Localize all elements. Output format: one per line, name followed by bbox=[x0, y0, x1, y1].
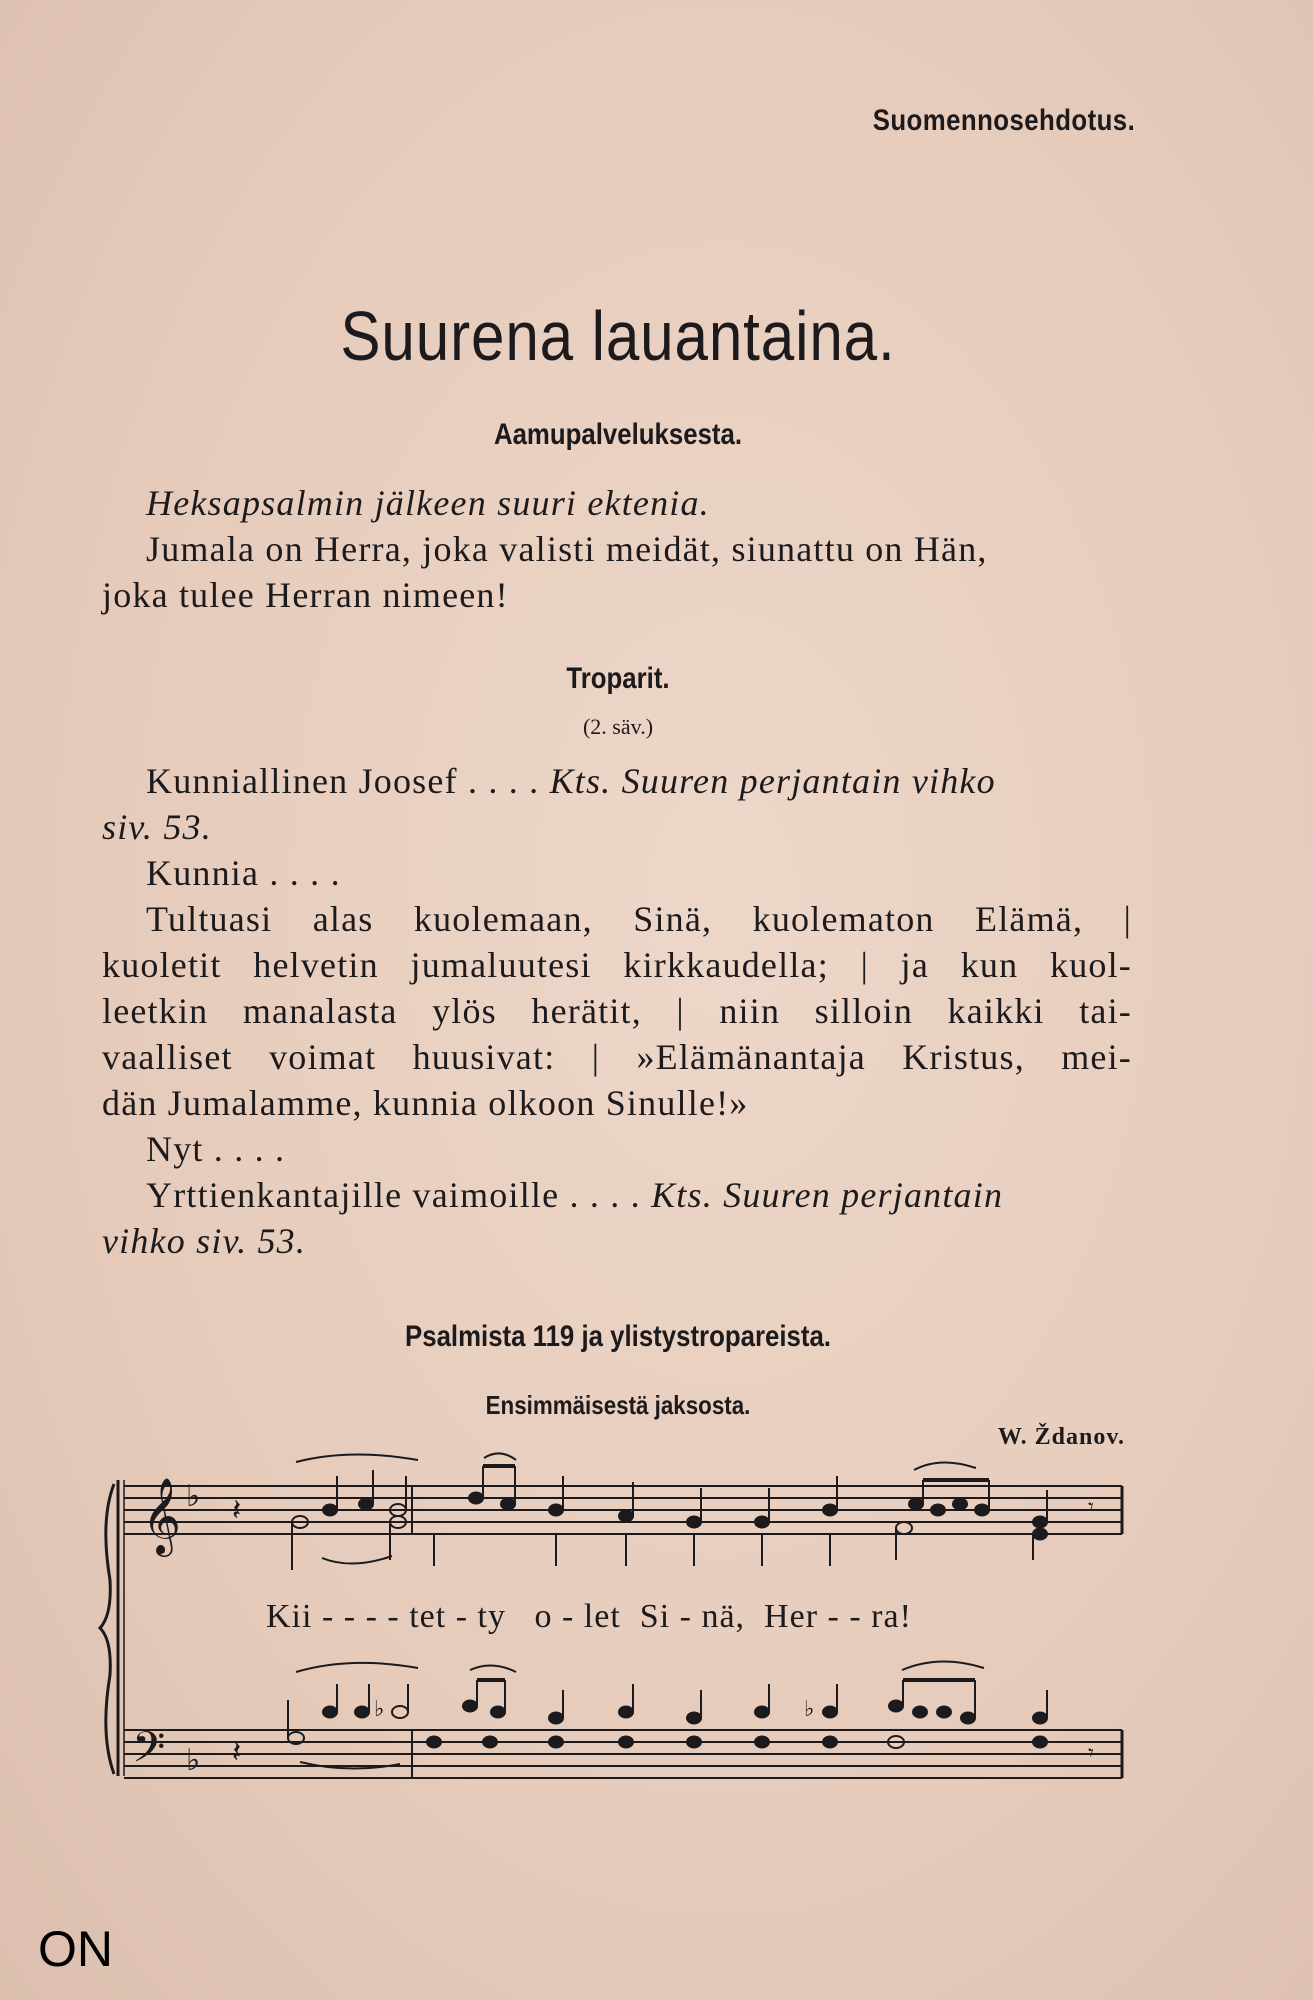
page-title: Suurena lauantaina. bbox=[340, 297, 896, 375]
text-span: Kts. Suuren perjantain bbox=[651, 1175, 1004, 1215]
slur bbox=[296, 1663, 418, 1672]
troparion-line: kuoletit helvetin jumaluutesi kirkkaudella; | ja kun kuol- bbox=[102, 945, 1132, 985]
slur bbox=[322, 1556, 392, 1564]
system-brace bbox=[100, 1484, 114, 1774]
troparion-line: leetkin manalasta ylös herätit, | niin silloin kaikki tai- bbox=[102, 991, 1132, 1031]
treble-clef: 𝄞 bbox=[142, 1477, 182, 1554]
score-lyrics: Kii - - - - tet - ty o - let Si - nä, Her - - ra! bbox=[266, 1598, 912, 1635]
troparion-line: Tultuasi alas kuolemaan, Sinä, kuolematon Elämä, | bbox=[146, 899, 1132, 939]
slur bbox=[484, 1453, 516, 1460]
rubric-text: Heksapsalmin jälkeen suuri ektenia. bbox=[146, 483, 710, 523]
bass-notes bbox=[288, 1680, 1047, 1748]
nyt-line: Nyt . . . . bbox=[146, 1129, 286, 1169]
slur bbox=[914, 1462, 976, 1470]
text-span: Yrttienkantajille vaimoille . . . . bbox=[146, 1175, 641, 1215]
tone-label: (2. säv.) bbox=[582, 714, 654, 739]
section-subheading: Ensimmäisestä jaksosta. bbox=[485, 1390, 751, 1420]
section-heading-aamupalvelus: Aamupalveluksesta. bbox=[493, 418, 743, 451]
flat-key-signature: ♭ bbox=[186, 1743, 201, 1778]
page-header-label: Suomennosehdotus. bbox=[872, 104, 1135, 137]
text-span: siv. 53. bbox=[102, 807, 212, 847]
flat-key-signature: ♭ bbox=[186, 1479, 201, 1514]
bass-clef: 𝄢 bbox=[132, 1723, 166, 1783]
slur bbox=[902, 1661, 984, 1670]
text-span: vihko siv. 53. bbox=[102, 1221, 307, 1261]
archive-stamp: ON bbox=[38, 1921, 113, 1977]
verse-line: Jumala on Herra, joka valisti meidät, siunattu on Hän, bbox=[146, 529, 988, 569]
quarter-rest: 𝄽 bbox=[232, 1493, 242, 1528]
composer-credit: W. Ždanov. bbox=[997, 1424, 1125, 1450]
eighth-rest: 𝄾 bbox=[1088, 1741, 1094, 1766]
slur bbox=[296, 1454, 418, 1462]
treble-notes bbox=[292, 1466, 1047, 1570]
slur bbox=[470, 1665, 516, 1672]
svg-text:♭: ♭ bbox=[374, 1697, 385, 1722]
text-span: Kunniallinen Joosef . . . . bbox=[146, 761, 540, 801]
troparion-line: dän Jumalamme, kunnia olkoon Sinulle!» bbox=[102, 1083, 749, 1123]
troparion-line: vaalliset voimat huusivat: | »Elämänantaja Kristus, mei- bbox=[102, 1037, 1132, 1077]
section-heading-troparit: Troparit. bbox=[566, 662, 670, 695]
svg-text:♭: ♭ bbox=[804, 1697, 815, 1722]
text-span: Kts. Suuren perjantain vihko bbox=[549, 761, 996, 801]
eighth-rest: 𝄾 bbox=[1088, 1495, 1094, 1520]
verse-line: joka tulee Herran nimeen! bbox=[102, 575, 509, 615]
section-heading-psalm: Psalmista 119 ja ylistystropareista. bbox=[405, 1320, 831, 1353]
kunnia-line: Kunnia . . . . bbox=[146, 853, 341, 893]
quarter-rest: 𝄽 bbox=[232, 1735, 242, 1770]
